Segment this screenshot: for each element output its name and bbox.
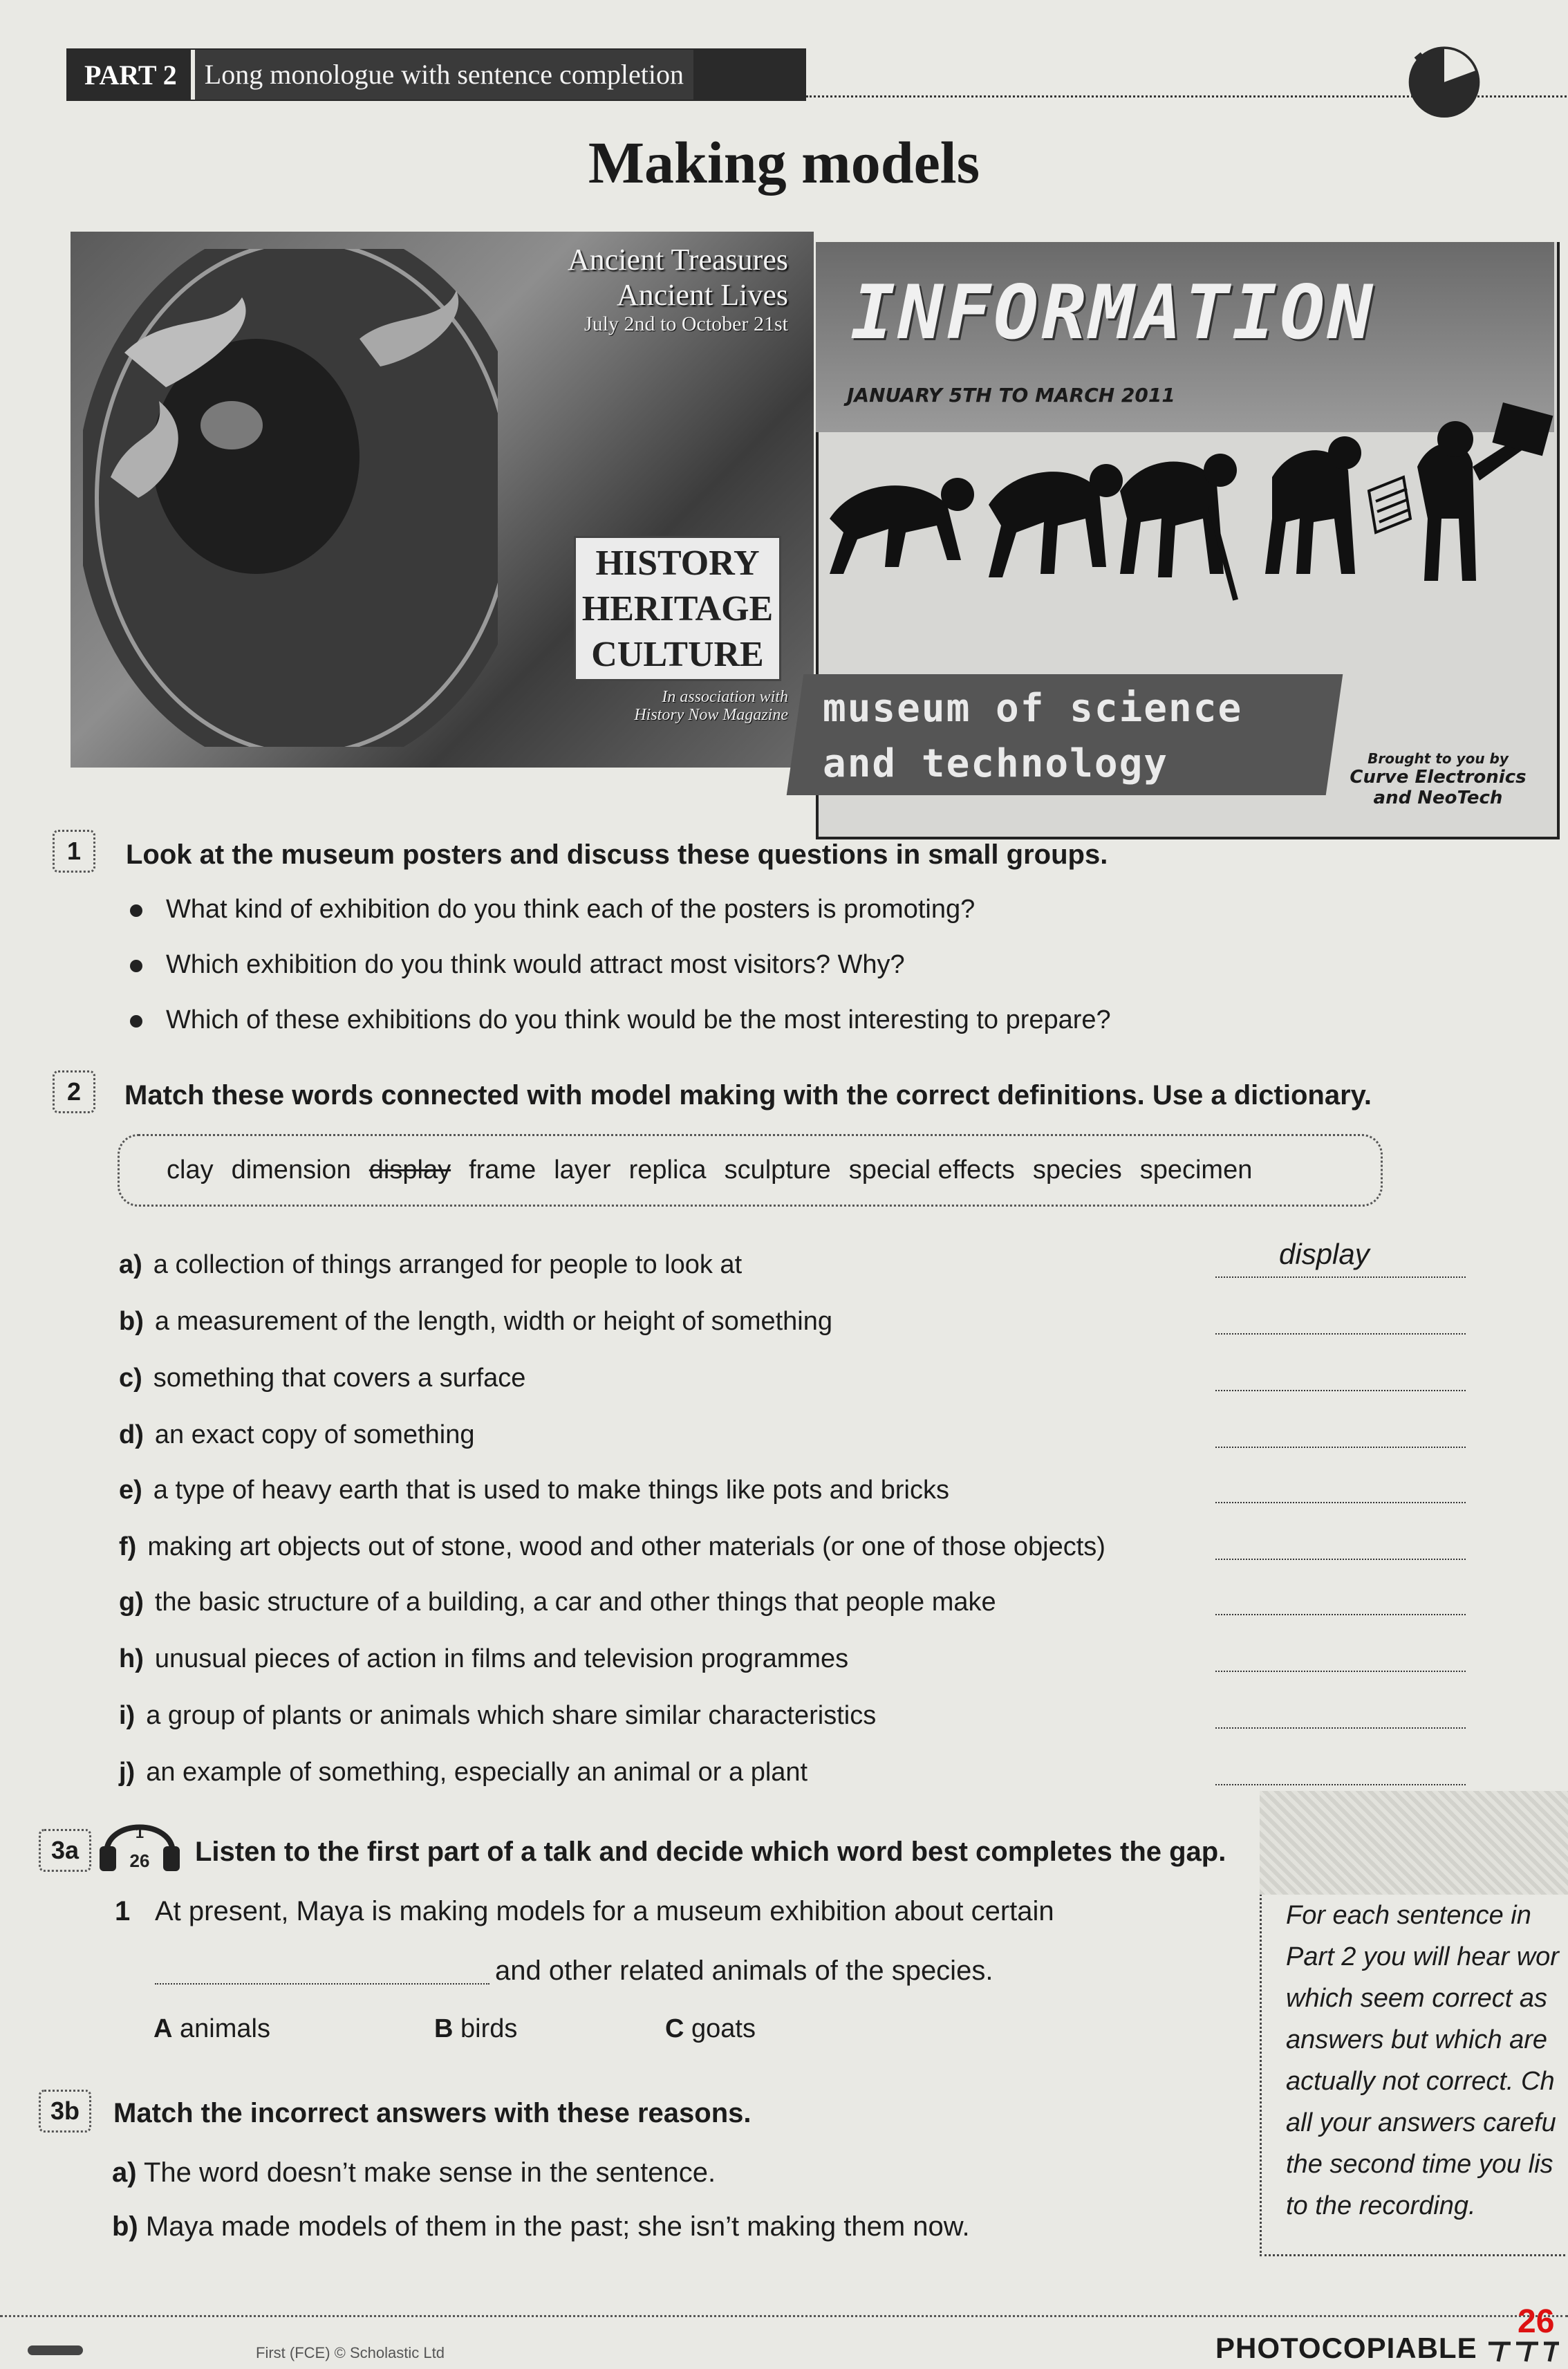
option-text: birds bbox=[460, 2014, 518, 2043]
poster-right-sponsors bbox=[1341, 750, 1535, 808]
option-text: goats bbox=[691, 2014, 756, 2043]
poster-left-box bbox=[574, 536, 781, 681]
word-box-item: special effects bbox=[848, 1155, 1015, 1184]
word-box-item: frame bbox=[469, 1155, 536, 1184]
word-box-item: replica bbox=[628, 1155, 707, 1184]
definition-letter: e) bbox=[119, 1476, 142, 1505]
option-c[interactable] bbox=[665, 2014, 756, 2044]
definition-text: a measurement of the length, width or height of something bbox=[154, 1307, 833, 1336]
poster-right-dates: JANUARY 5TH TO MARCH 2011 bbox=[847, 384, 1175, 407]
footer-photocopiable bbox=[1215, 2332, 1562, 2365]
answer-line-d[interactable] bbox=[1215, 1419, 1466, 1448]
word-box-item: sculpture bbox=[724, 1155, 831, 1184]
poster-right-museum-text bbox=[823, 681, 1242, 792]
option-letter: C bbox=[665, 2014, 684, 2043]
definition-letter: h) bbox=[119, 1644, 144, 1673]
reason-text: Maya made models of them in the past; she isn’t making them now. bbox=[145, 2211, 970, 2242]
poster-right-brought-by: Brought to you by bbox=[1368, 750, 1509, 767]
exam-tip-text bbox=[1286, 1895, 1568, 2227]
part-subtitle: Long monologue with sentence completion bbox=[191, 50, 693, 100]
option-a[interactable] bbox=[153, 2014, 270, 2044]
item-number: 1 bbox=[115, 1896, 131, 1926]
word-box-item: species bbox=[1032, 1155, 1122, 1184]
poster-left-association bbox=[567, 688, 788, 724]
timer-icon bbox=[1403, 38, 1485, 120]
definition-letter: b) bbox=[119, 1307, 144, 1336]
poster-left-assoc-line2: History Now Magazine bbox=[634, 706, 788, 724]
exercise-3b-heading: Match the incorrect answers with these reasons. bbox=[113, 2098, 752, 2128]
poster-right-title: INFORMATION bbox=[850, 270, 1376, 356]
exam-tip-line: actually not correct. Ch bbox=[1286, 2067, 1555, 2096]
exam-tip-line: to the recording. bbox=[1286, 2191, 1476, 2220]
definition-text: unusual pieces of action in films and television programmes bbox=[154, 1644, 849, 1673]
definition-text: an exact copy of something bbox=[154, 1420, 475, 1449]
poster-left-assoc-line1: In association with bbox=[662, 688, 788, 706]
part-banner bbox=[66, 48, 806, 101]
definition-b bbox=[119, 1307, 1211, 1337]
reason-letter: b) bbox=[112, 2211, 138, 2242]
exercise-number-3b: 3b bbox=[39, 2090, 91, 2133]
definition-letter: i) bbox=[119, 1701, 136, 1730]
exercise-number-3a: 3a bbox=[39, 1829, 91, 1872]
exam-tip-line: Part 2 you will hear wor bbox=[1286, 1942, 1559, 1971]
word-box-item: clay bbox=[167, 1155, 214, 1184]
definition-g bbox=[119, 1588, 1211, 1617]
poster-left-box-line2: HERITAGE bbox=[581, 589, 774, 629]
part-label: PART 2 bbox=[84, 59, 177, 91]
definition-letter: f) bbox=[119, 1532, 137, 1561]
poster-right-sponsor-line2: and NeoTech bbox=[1373, 788, 1503, 808]
answer-line-i[interactable] bbox=[1215, 1700, 1466, 1729]
exercise-1-heading: Look at the museum posters and discuss these questions in small groups. bbox=[126, 839, 1108, 870]
audio-track-number: 26 bbox=[129, 1850, 150, 1871]
exercise-2-heading: Match these words connected with model making with the correct definitions. Use a dictionary. bbox=[124, 1080, 1372, 1111]
definition-letter: a) bbox=[119, 1250, 142, 1279]
exam-tip-texture bbox=[1260, 1791, 1568, 1895]
reason-a bbox=[112, 2157, 716, 2189]
definition-text: an example of something, especially an animal or a plant bbox=[146, 1758, 808, 1787]
shield-image bbox=[83, 249, 498, 747]
answer-line-g[interactable] bbox=[1215, 1586, 1466, 1615]
footer-copyright: First (FCE) © Scholastic Ltd bbox=[256, 2344, 445, 2361]
definition-text: the basic structure of a building, a car and other things that people make bbox=[154, 1588, 996, 1617]
definition-text: a type of heavy earth that is used to make things like pots and bricks bbox=[153, 1476, 949, 1505]
word-box-item: layer bbox=[554, 1155, 611, 1184]
poster-left-title-block bbox=[456, 242, 788, 336]
answer-line-h[interactable] bbox=[1215, 1643, 1466, 1672]
poster-left-title-line1: Ancient Treasures bbox=[568, 243, 788, 277]
word-box-item-struck: display bbox=[368, 1155, 451, 1184]
answer-a: display bbox=[1279, 1238, 1370, 1270]
exercise-number-1: 1 bbox=[53, 830, 95, 873]
audio-cd-number: 1 bbox=[135, 1824, 144, 1841]
exercise-1-bullet: Which of these exhibitions do you think would be the most interesting to prepare? bbox=[166, 1005, 1111, 1034]
poster-right-museum-line1: museum of science bbox=[823, 686, 1243, 731]
exercise-number-2: 2 bbox=[53, 1070, 95, 1113]
word-box-item: specimen bbox=[1139, 1155, 1253, 1184]
item-text-line2: and other related animals of the species. bbox=[495, 1955, 993, 1986]
answer-line-j[interactable] bbox=[1215, 1756, 1466, 1785]
exam-tip-line: the second time you lis bbox=[1286, 2150, 1553, 2179]
definition-letter: c) bbox=[119, 1364, 142, 1393]
definition-c bbox=[119, 1364, 1211, 1393]
option-b[interactable] bbox=[434, 2014, 517, 2044]
poster-left-box-line1: HISTORY bbox=[595, 544, 760, 583]
poster-left-box-line3: CULTURE bbox=[591, 635, 764, 674]
exam-tip-line: which seem correct as bbox=[1286, 1984, 1548, 2013]
footer-rule bbox=[0, 2315, 1568, 2317]
photocopiable-label: PHOTOCOPIABLE bbox=[1215, 2332, 1477, 2364]
definition-i bbox=[119, 1701, 1211, 1731]
exam-tip-line: all your answers carefu bbox=[1286, 2108, 1556, 2137]
definition-j bbox=[119, 1758, 1211, 1787]
definition-text: a collection of things arranged for people to look at bbox=[153, 1250, 743, 1279]
definition-letter: g) bbox=[119, 1588, 144, 1617]
definition-h bbox=[119, 1644, 1211, 1674]
option-text: animals bbox=[180, 2014, 270, 2043]
exam-tip-line: For each sentence in bbox=[1286, 1901, 1531, 1930]
reason-b bbox=[112, 2211, 970, 2242]
poster-left-dates: July 2nd to October 21st bbox=[584, 313, 788, 335]
answer-line-c[interactable] bbox=[1215, 1362, 1466, 1391]
answer-line-f[interactable] bbox=[1215, 1531, 1466, 1560]
evolution-silhouettes-image bbox=[816, 401, 1554, 643]
definition-text: something that covers a surface bbox=[153, 1364, 526, 1393]
exercise-1-bullet: Which exhibition do you think would attract most visitors? Why? bbox=[166, 950, 905, 979]
exam-tip-line: answers but which are bbox=[1286, 2025, 1548, 2054]
option-letter: A bbox=[153, 2014, 173, 2043]
footer-mark bbox=[28, 2345, 83, 2355]
definition-a bbox=[119, 1250, 1211, 1280]
exercise-1-bullet: What kind of exhibition do you think each of the posters is promoting? bbox=[166, 895, 976, 924]
definition-e bbox=[119, 1476, 1211, 1505]
reason-text: The word doesn’t make sense in the sentence. bbox=[143, 2157, 716, 2188]
definition-f bbox=[119, 1532, 1211, 1562]
definition-letter: d) bbox=[119, 1420, 144, 1449]
exercise-3a-heading: Listen to the first part of a talk and decide which word best completes the gap. bbox=[195, 1837, 1226, 1867]
poster-right-sponsor-line1: Curve Electronics bbox=[1350, 767, 1527, 788]
poster-right-museum-line2: and technology bbox=[823, 741, 1169, 786]
word-box bbox=[118, 1134, 1383, 1207]
word-box-item: dimension bbox=[231, 1155, 351, 1184]
reason-letter: a) bbox=[112, 2157, 137, 2188]
page-number: 26 bbox=[1518, 2303, 1555, 2340]
answer-line-e[interactable] bbox=[1215, 1474, 1466, 1503]
headphones-audio-icon[interactable] bbox=[97, 1812, 183, 1873]
answer-line-b[interactable] bbox=[1215, 1306, 1466, 1335]
option-letter: B bbox=[434, 2014, 454, 2043]
definition-letter: j) bbox=[119, 1758, 136, 1787]
item-text-line1: At present, Maya is making models for a museum exhibition about certain bbox=[155, 1896, 1054, 1926]
definition-text: a group of plants or animals which share similar characteristics bbox=[146, 1701, 877, 1730]
poster-left-title-line2: Ancient Lives bbox=[616, 278, 788, 312]
gap-line[interactable] bbox=[155, 1983, 489, 1985]
page-title: Making models bbox=[588, 129, 980, 196]
definition-text: making art objects out of stone, wood and other materials (or one of those objects) bbox=[147, 1532, 1105, 1561]
definition-d bbox=[119, 1420, 1211, 1450]
